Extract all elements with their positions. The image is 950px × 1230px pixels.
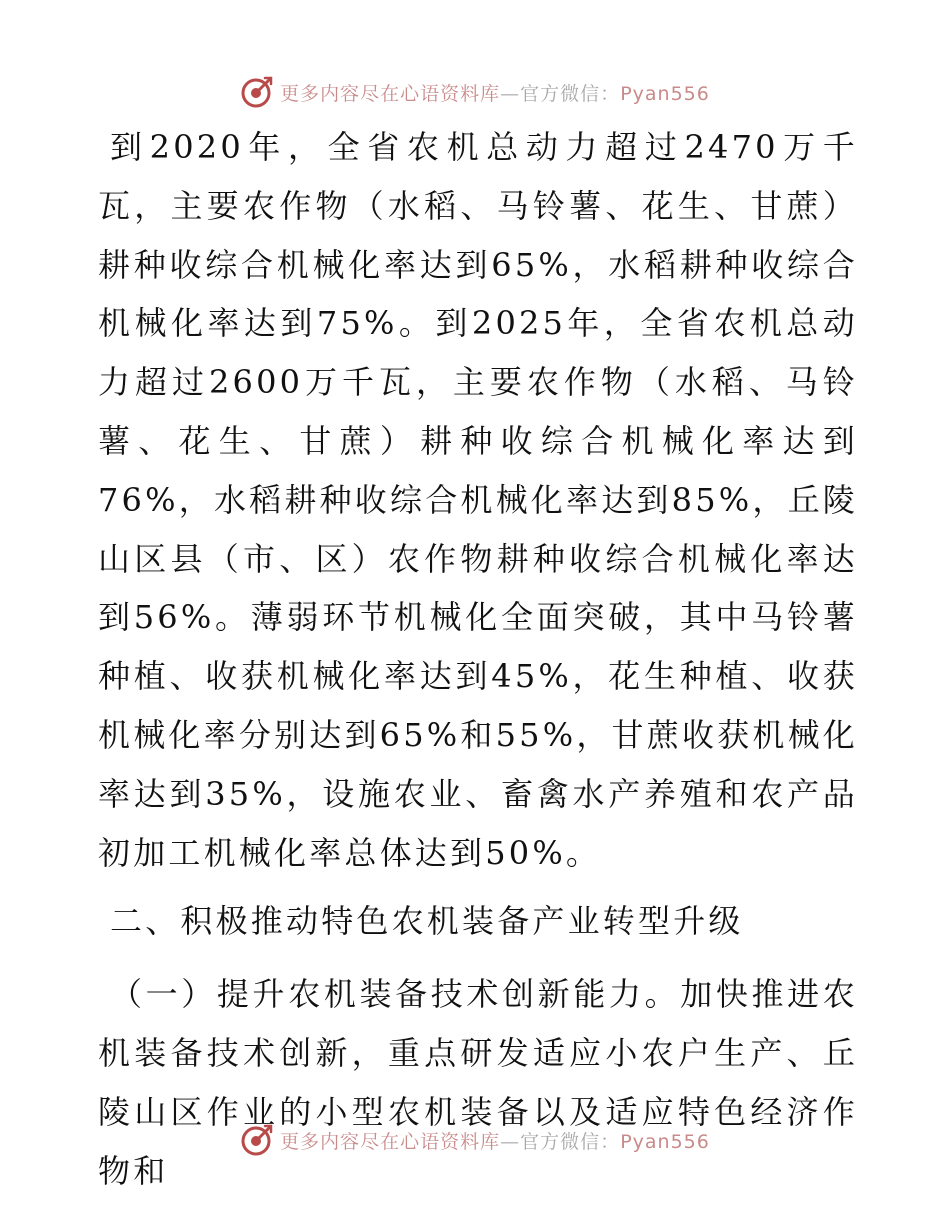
header-banner-lead: 更多内容尽在心语资料库: [280, 82, 501, 105]
header-banner-text: [280, 79, 710, 106]
footer-banner-official: 官方微信：: [520, 1130, 621, 1153]
footer-banner-dash: —: [500, 1130, 521, 1153]
section-heading: 二、积极推动特色农机装备产业转型升级: [110, 902, 744, 941]
body-paragraph-2: （一）提升农机装备技术创新能力。加快推进农机装备技术创新，重点研发适应小农户生产、丘陵山区作业的小型农机装备以及适应特色经济作物和: [98, 975, 858, 1190]
brand-logo-icon: [240, 75, 274, 109]
header-banner-official: 官方微信：: [520, 82, 621, 105]
document-body: [98, 118, 858, 1200]
header-banner: [0, 72, 950, 112]
footer-banner-account: Pyan556: [620, 1130, 710, 1153]
header-banner-account: Pyan556: [620, 82, 710, 105]
footer-banner-lead: 更多内容尽在心语资料库: [280, 1130, 501, 1153]
header-banner-dash: —: [500, 82, 521, 105]
footer-banner-text: [280, 1127, 710, 1154]
body-paragraph-1: 到2020年，全省农机总动力超过2470万千瓦，主要农作物（水稻、马铃薯、花生、甘蔗）耕种收综合机械化率达到65%，水稻耕种收综合机械化率达到75%。到2025年，全省农机总动力超过2600万千瓦，主要农作物（水稻、马铃薯、花生、甘蔗）耕种收综合机械化率达到76%，水稻耕种收综合机械化率达到85%，丘陵山区县（市、区）农作物耕种收综合机械化率达到56%。薄弱环节机械化全面突破，其中马铃薯种植、收获机械化率达到45%，花生种植、收获机械化率分别达到65%和55%，甘蔗收获机械化率达到35%，设施农业、畜禽水产养殖和农产品初加工机械化率总体达到50%。: [98, 128, 858, 872]
brand-logo-icon: [240, 1123, 274, 1157]
footer-banner: [0, 1120, 950, 1160]
